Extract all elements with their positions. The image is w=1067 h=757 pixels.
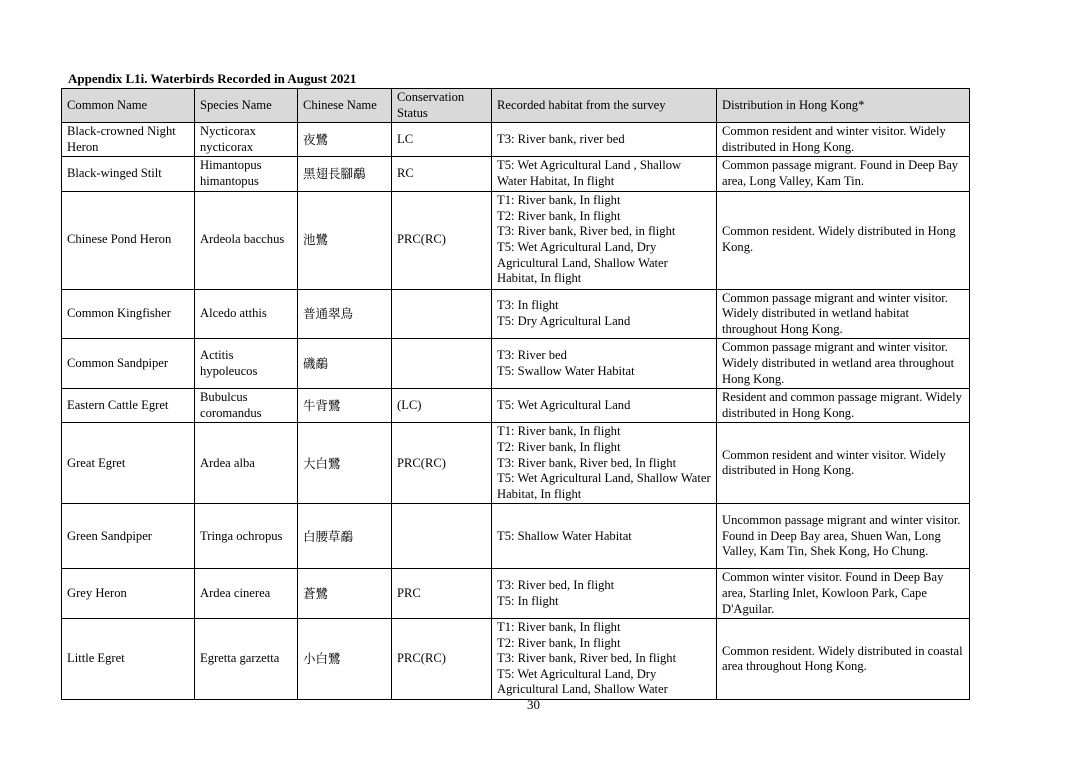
cell-species-name: Tringa ochropus — [195, 504, 298, 569]
table-row — [62, 619, 970, 700]
cell-chinese-name: 夜鷺 — [298, 123, 392, 157]
cell-recorded-habitat — [492, 504, 717, 569]
waterbirds-table — [61, 88, 970, 700]
header-recorded-habitat: Recorded habitat from the survey — [492, 89, 717, 123]
cell-common-name: Little Egret — [62, 619, 195, 700]
cell-species-name: Actitis hypoleucos — [195, 339, 298, 389]
cell-chinese-name: 池鷺 — [298, 191, 392, 289]
header-conservation-status: Conservation Status — [392, 89, 492, 123]
habitat-line: T5: Swallow Water Habitat — [497, 363, 635, 378]
header-species-name: Species Name — [195, 89, 298, 123]
table-row — [62, 339, 970, 389]
cell-species-name: Egretta garzetta — [195, 619, 298, 700]
cell-conservation-status: PRC(RC) — [392, 191, 492, 289]
habitat-line: T5: Dry Agricultural Land — [497, 313, 631, 328]
table-row — [62, 423, 970, 504]
habitat-line: T5: Wet Agricultural Land, Dry Agricultural Land, Shallow Water Habitat, In flight — [497, 240, 668, 286]
habitat-line: T2: River bank, In flight — [497, 439, 621, 454]
cell-species-name: Bubulcus coromandus — [195, 389, 298, 423]
cell-conservation-status — [392, 504, 492, 569]
habitat-line: T3: River bank, River bed, in flight — [497, 224, 676, 239]
cell-common-name: Grey Heron — [62, 569, 195, 619]
cell-distribution: Common resident and winter visitor. Widely distributed in Hong Kong. — [717, 423, 970, 504]
habitat-line: T5: Shallow Water Habitat — [497, 528, 632, 543]
cell-chinese-name: 白腰草鷸 — [298, 504, 392, 569]
habitat-line: T2: River bank, In flight — [497, 635, 621, 650]
cell-common-name: Great Egret — [62, 423, 195, 504]
habitat-line: T5: Wet Agricultural Land — [497, 397, 631, 412]
cell-chinese-name: 蒼鷺 — [298, 569, 392, 619]
habitat-line: T5: Wet Agricultural Land, Shallow Water Habitat, In flight — [497, 471, 711, 501]
cell-chinese-name: 磯鷸 — [298, 339, 392, 389]
table-row — [62, 123, 970, 157]
cell-conservation-status: RC — [392, 157, 492, 191]
table-title: Appendix L1i. Waterbirds Recorded in August 2021 — [68, 71, 357, 86]
cell-common-name: Green Sandpiper — [62, 504, 195, 569]
cell-distribution: Common passage migrant and winter visitor. Widely distributed in wetland area throughout Hong Kong. — [717, 339, 970, 389]
cell-conservation-status: PRC(RC) — [392, 619, 492, 700]
cell-distribution: Common resident. Widely distributed in coastal area throughout Hong Kong. — [717, 619, 970, 700]
cell-species-name: Ardeola bacchus — [195, 191, 298, 289]
habitat-line: T2: River bank, In flight — [497, 208, 621, 223]
habitat-line: T3: River bank, river bed — [497, 131, 625, 146]
habitat-line: T1: River bank, In flight — [497, 193, 621, 208]
cell-recorded-habitat — [492, 339, 717, 389]
habitat-line: T3: River bank, River bed, In flight — [497, 455, 677, 470]
table-row — [62, 289, 970, 339]
cell-recorded-habitat — [492, 619, 717, 700]
cell-distribution: Common resident. Widely distributed in Hong Kong. — [717, 191, 970, 289]
table-row — [62, 389, 970, 423]
cell-conservation-status: PRC(RC) — [392, 423, 492, 504]
cell-common-name: Eastern Cattle Egret — [62, 389, 195, 423]
table-row — [62, 569, 970, 619]
habitat-line: T5: Wet Agricultural Land, Dry Agricultural Land, Shallow Water — [497, 666, 668, 697]
header-distribution: Distribution in Hong Kong* — [717, 89, 970, 123]
cell-chinese-name: 小白鷺 — [298, 619, 392, 700]
table-header-row — [62, 89, 970, 123]
cell-species-name: Himantopus himantopus — [195, 157, 298, 191]
habitat-line: T3: River bank, River bed, In flight — [497, 651, 677, 666]
cell-recorded-habitat — [492, 423, 717, 504]
habitat-line: T1: River bank, In flight — [497, 424, 621, 439]
cell-chinese-name: 黑翅長腳鷸 — [298, 157, 392, 191]
cell-chinese-name: 普通翠鳥 — [298, 289, 392, 339]
cell-common-name: Common Sandpiper — [62, 339, 195, 389]
cell-species-name: Ardea cinerea — [195, 569, 298, 619]
cell-chinese-name: 牛背鷺 — [298, 389, 392, 423]
cell-distribution: Common passage migrant and winter visitor. Widely distributed in wetland habitat throughout Hong Kong. — [717, 289, 970, 339]
cell-common-name: Black-crowned Night Heron — [62, 123, 195, 157]
cell-common-name: Black-winged Stilt — [62, 157, 195, 191]
cell-recorded-habitat — [492, 157, 717, 191]
cell-conservation-status: PRC — [392, 569, 492, 619]
cell-conservation-status: (LC) — [392, 389, 492, 423]
cell-common-name: Common Kingfisher — [62, 289, 195, 339]
header-chinese-name: Chinese Name — [298, 89, 392, 123]
cell-recorded-habitat — [492, 289, 717, 339]
cell-species-name: Alcedo atthis — [195, 289, 298, 339]
cell-chinese-name: 大白鷺 — [298, 423, 392, 504]
habitat-line: T5: In flight — [497, 593, 559, 608]
cell-recorded-habitat — [492, 123, 717, 157]
habitat-line: T3: River bed — [497, 348, 567, 363]
cell-distribution: Common passage migrant. Found in Deep Bay area, Long Valley, Kam Tin. — [717, 157, 970, 191]
cell-conservation-status — [392, 289, 492, 339]
cell-recorded-habitat — [492, 389, 717, 423]
cell-recorded-habitat — [492, 191, 717, 289]
table-row — [62, 157, 970, 191]
cell-species-name: Nycticorax nycticorax — [195, 123, 298, 157]
cell-conservation-status: LC — [392, 123, 492, 157]
habitat-line: T1: River bank, In flight — [497, 620, 621, 635]
habitat-line: T3: River bed, In flight — [497, 578, 615, 593]
cell-species-name: Ardea alba — [195, 423, 298, 504]
table-row — [62, 191, 970, 289]
cell-recorded-habitat — [492, 569, 717, 619]
cell-distribution: Resident and common passage migrant. Widely distributed in Hong Kong. — [717, 389, 970, 423]
cell-conservation-status — [392, 339, 492, 389]
cell-distribution: Uncommon passage migrant and winter visitor. Found in Deep Bay area, Shuen Wan, Long Valley, Kam Tin, Shek Kong, Ho Chung. — [717, 504, 970, 569]
cell-common-name: Chinese Pond Heron — [62, 191, 195, 289]
table-row — [62, 504, 970, 569]
page-number: 30 — [527, 697, 540, 712]
habitat-line: T3: In flight — [497, 298, 559, 313]
habitat-line: T5: Wet Agricultural Land , Shallow Water Habitat, In flight — [497, 158, 682, 188]
cell-distribution: Common winter visitor. Found in Deep Bay area, Starling Inlet, Kowloon Park, Cape D'Aguilar. — [717, 569, 970, 619]
cell-distribution: Common resident and winter visitor. Widely distributed in Hong Kong. — [717, 123, 970, 157]
header-common-name: Common Name — [62, 89, 195, 123]
